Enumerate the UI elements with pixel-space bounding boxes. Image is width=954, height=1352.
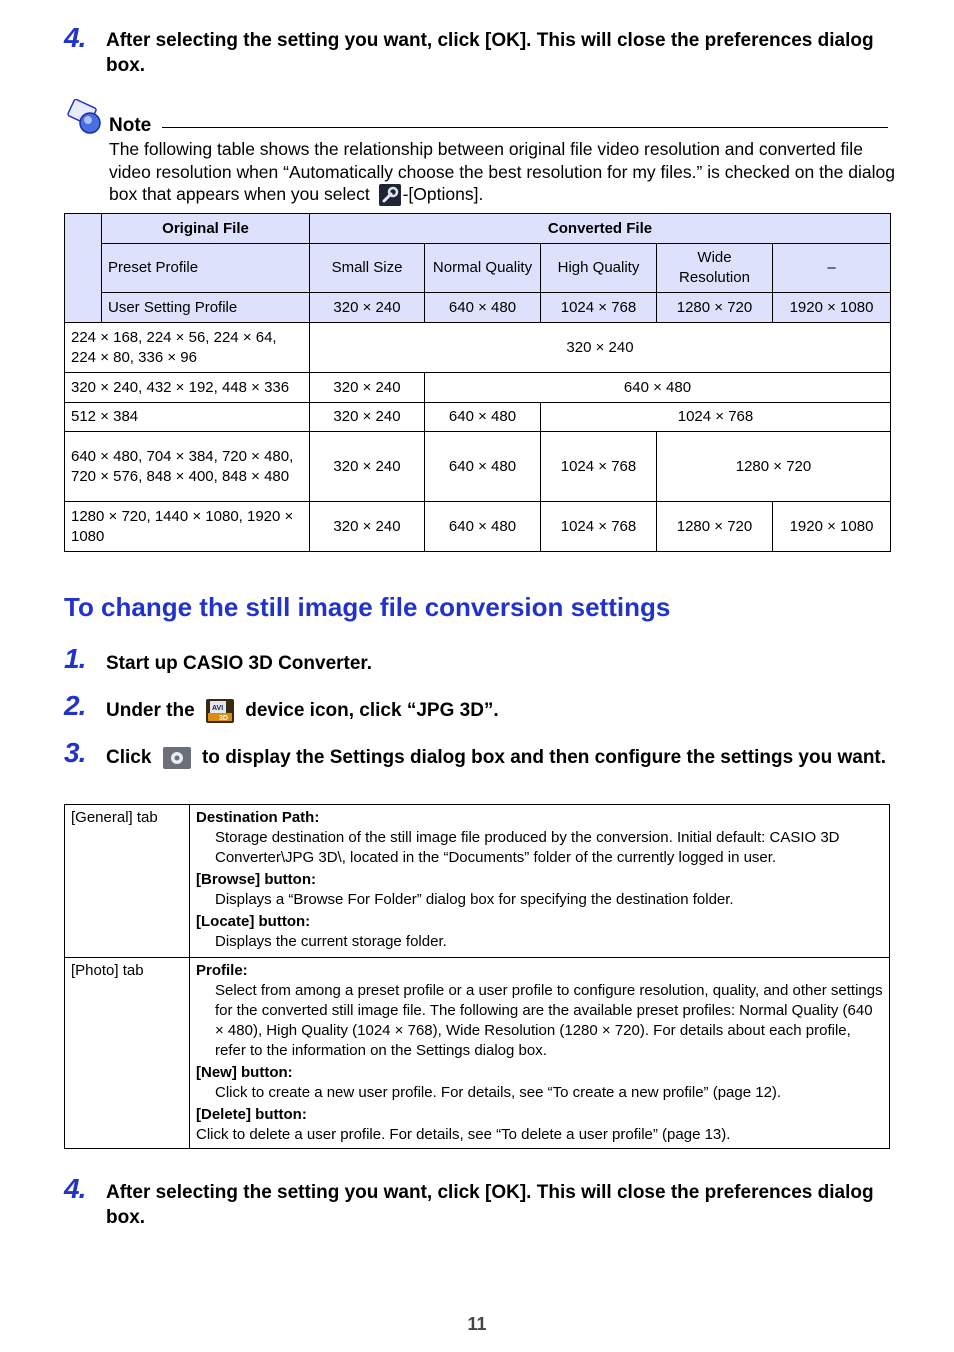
wrench-tool-icon: [379, 184, 401, 206]
settings-table: [64, 804, 890, 1149]
converted-cell: 640 × 480: [425, 502, 541, 552]
table-row: [65, 958, 890, 1149]
converted-cell: 640 × 480: [425, 373, 891, 403]
settings-gear-icon: [163, 747, 191, 769]
user-profile-label: User Setting Profile: [102, 293, 310, 323]
header-converted-file: Converted File: [310, 214, 891, 244]
item-desc: Storage destination of the still image file produced by the conversion. Initial default: CASIO 3D Converter\JPG 3D\, located in the “Documents” folder of the currently logged in user.: [215, 829, 840, 866]
step-number: 3.: [64, 737, 86, 768]
table-row: [65, 805, 890, 958]
step-text-before: Click: [106, 747, 152, 768]
step-text-after: device icon, click “JPG 3D”.: [245, 700, 499, 721]
step-text: [106, 745, 896, 770]
step-number: 1.: [64, 643, 86, 674]
step-text: After selecting the setting you want, click [OK]. This will close the preferences dialog box.: [106, 1182, 874, 1228]
svg-text:3D: 3D: [218, 714, 228, 722]
step-text-before: Under the: [106, 700, 195, 721]
table-row: [65, 502, 891, 552]
converted-cell: 320 × 240: [310, 403, 425, 432]
page-number: 11: [467, 1314, 487, 1334]
step-text: [106, 698, 896, 723]
converted-cell: 1024 × 768: [541, 403, 891, 432]
original-resolutions: 320 × 240, 432 × 192, 448 × 336: [65, 373, 310, 403]
table-row: [65, 373, 891, 403]
step-text: After selecting the setting you want, click [OK]. This will close the preferences dialog box.: [106, 30, 874, 76]
converted-cell: 1280 × 720: [657, 432, 891, 502]
step-number: 4.: [64, 22, 86, 53]
resolution-table: [64, 213, 891, 552]
item-desc: Click to create a new user profile. For details, see “To create a new profile” (page 12).: [215, 1084, 782, 1101]
converted-cell: 1280 × 720: [657, 502, 773, 552]
note-text-before: The following table shows the relationship between original file video resolution and converted file video resolution when “Automatically choose the best resolution for my files.” is checked on the dialog box that appears when you select: [109, 139, 895, 204]
tab-description: [190, 805, 890, 958]
item-term: Profile:: [196, 962, 248, 979]
converted-cell: 320 × 240: [310, 432, 425, 502]
note-text: [109, 138, 899, 206]
original-resolutions: 640 × 480, 704 × 384, 720 × 480, 720 × 576, 848 × 400, 848 × 480: [65, 432, 310, 502]
tab-description: [190, 958, 890, 1149]
item-desc: Select from among a preset profile or a user profile to configure resolution, quality, and other settings for the converted still image file. The following are the available preset profiles: Normal Quality (640 × 480), High Quality (1024 × 768), Wide Resolution (1280 × 720). For details about each profile, refer to the information on the Settings dialog box.: [215, 982, 883, 1059]
preset-column: Normal Quality: [425, 244, 541, 293]
user-column: 1920 × 1080: [773, 293, 891, 323]
converted-cell: 320 × 240: [310, 502, 425, 552]
user-column: 1280 × 720: [657, 293, 773, 323]
user-column: 1024 × 768: [541, 293, 657, 323]
preset-column: High Quality: [541, 244, 657, 293]
note-text-after: -[Options].: [402, 184, 484, 204]
item-term: [Delete] button:: [196, 1106, 307, 1123]
tab-name: [General] tab: [65, 805, 190, 958]
converted-cell: 320 × 240: [310, 373, 425, 403]
converted-cell: 1920 × 1080: [773, 502, 891, 552]
step-text-after: to display the Settings dialog box and then configure the settings you want.: [201, 747, 887, 768]
original-resolutions: 224 × 168, 224 × 56, 224 × 64, 224 × 80, 336 × 96: [65, 323, 310, 373]
item-term: [Browse] button:: [196, 871, 316, 888]
header-blank-cell: [65, 214, 102, 323]
user-column: 320 × 240: [310, 293, 425, 323]
section-title: To change the still image file conversion settings: [64, 592, 671, 622]
converted-cell: 640 × 480: [425, 432, 541, 502]
header-original-file: Original File: [102, 214, 310, 244]
step-number: 4.: [64, 1173, 86, 1204]
item-term: Destination Path:: [196, 809, 320, 826]
converted-cell: 640 × 480: [425, 403, 541, 432]
item-desc: Click to delete a user profile. For details, see “To delete a user profile” (page 13).: [196, 1126, 731, 1143]
table-row: [65, 403, 891, 432]
converted-cell: 1024 × 768: [541, 502, 657, 552]
preset-column: Wide Resolution: [657, 244, 773, 293]
tab-name: [Photo] tab: [65, 958, 190, 1149]
original-resolutions: 1280 × 720, 1440 × 1080, 1920 × 1080: [65, 502, 310, 552]
original-resolutions: 512 × 384: [65, 403, 310, 432]
svg-text:AVI: AVI: [211, 704, 224, 712]
step-number: 2.: [64, 690, 86, 721]
note-icon: [66, 99, 106, 137]
item-desc: Displays the current storage folder.: [215, 933, 447, 950]
avi-3d-device-icon: [206, 699, 234, 723]
item-term: [New] button:: [196, 1064, 293, 1081]
converted-cell: 320 × 240: [310, 323, 891, 373]
item-desc: Displays a “Browse For Folder” dialog box for specifying the destination folder.: [215, 891, 734, 908]
converted-cell: 1024 × 768: [541, 432, 657, 502]
table-row: [65, 323, 891, 373]
table-row: [65, 432, 891, 502]
preset-profile-label: Preset Profile: [102, 244, 310, 293]
user-column: 640 × 480: [425, 293, 541, 323]
item-term: [Locate] button:: [196, 913, 311, 930]
note-label: Note: [109, 115, 152, 136]
step-text: Start up CASIO 3D Converter.: [106, 653, 373, 674]
note-divider: [162, 127, 888, 128]
preset-column: –: [773, 244, 891, 293]
preset-column: Small Size: [310, 244, 425, 293]
